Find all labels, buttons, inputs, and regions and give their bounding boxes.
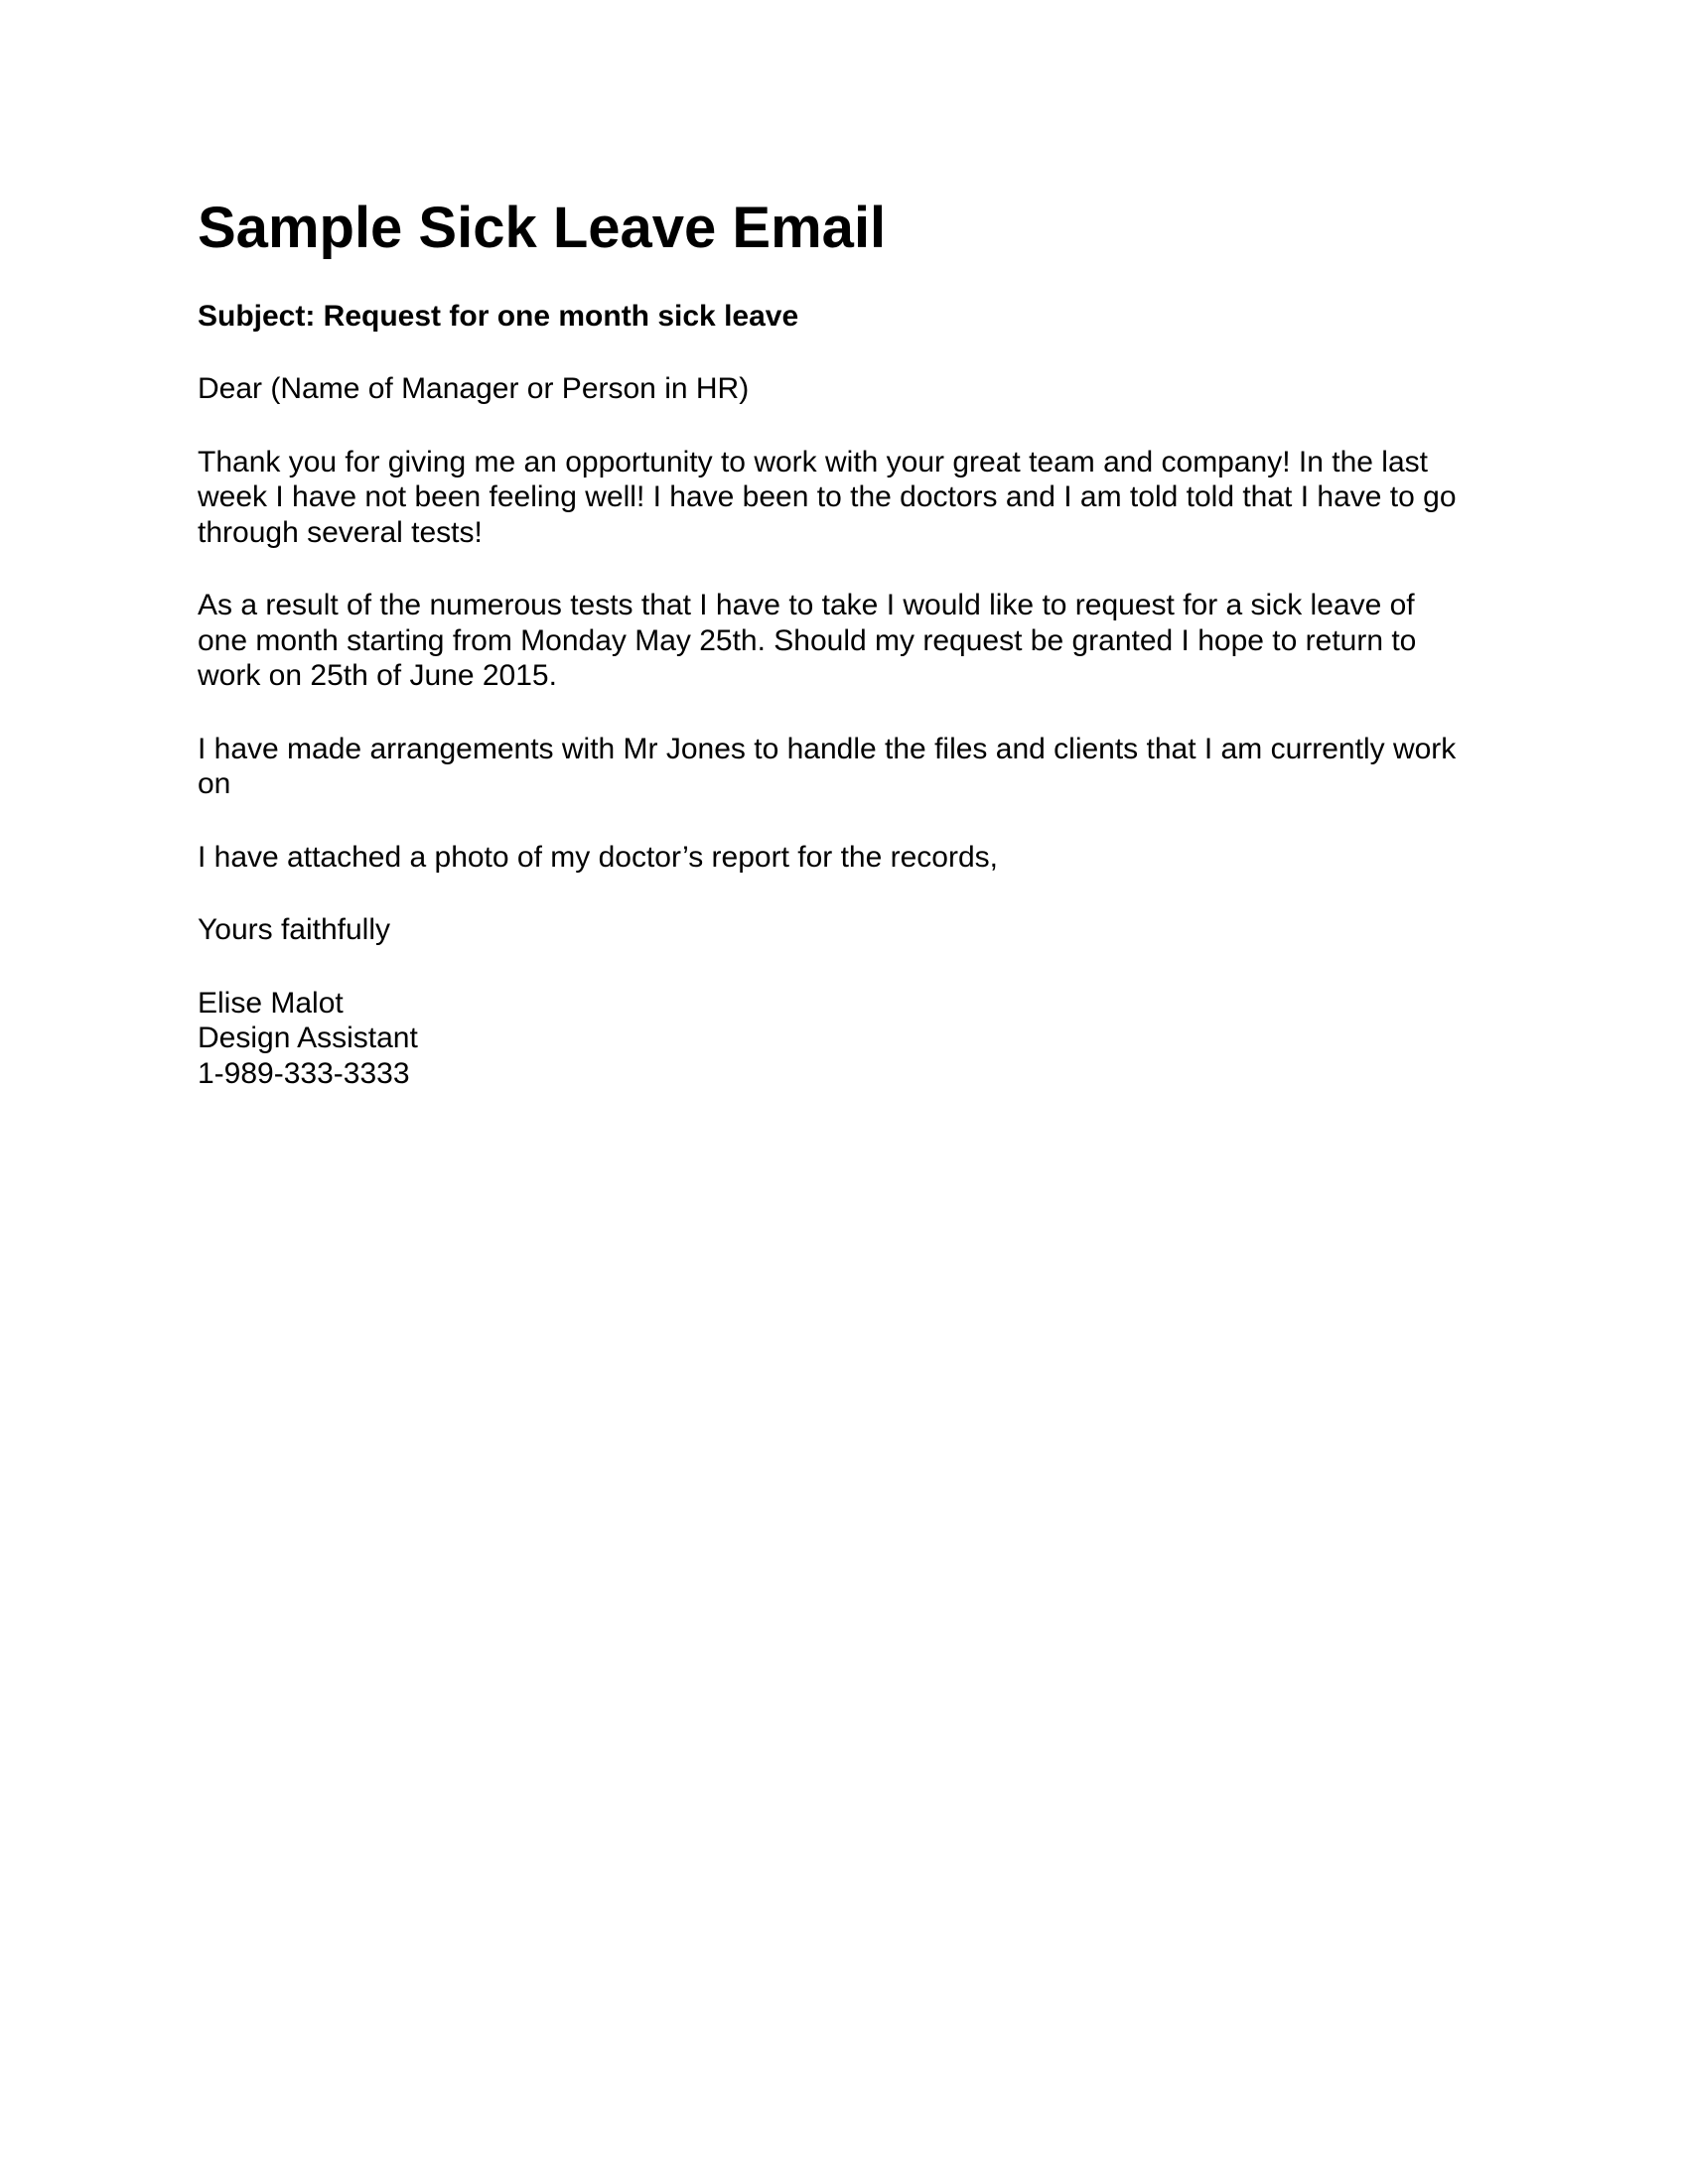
signature-name: Elise Malot [198, 986, 344, 1020]
closing-line: Yours faithfully [198, 913, 391, 946]
body-paragraph-2 [198, 588, 1498, 694]
signature-block [198, 986, 1498, 1092]
signature-role: Design Assistant [198, 1022, 418, 1054]
paragraph-line: through several tests! [198, 515, 483, 549]
paragraph-line: work on 25th of June 2015. [198, 659, 557, 692]
paragraph-line: on [198, 767, 231, 800]
paragraph-line: As a result of the numerous tests that I have to take I would like to request for a sick leave of [198, 589, 1415, 621]
body-paragraph-1 [198, 445, 1498, 551]
paragraph-line: Thank you for giving me an opportunity to work with your great team and company! In the last [198, 445, 1428, 478]
email-closing [198, 912, 1498, 948]
document-title: Sample Sick Leave Email [198, 196, 887, 260]
email-salutation [198, 371, 1498, 407]
body-paragraph-4 [198, 840, 1498, 876]
paragraph-line: week I have not been feeling well! I have been to the doctors and I am told told that I have to go [198, 480, 1457, 513]
paragraph-line: I have attached a photo of my doctor’s report for the records, [198, 840, 999, 874]
signature-phone: 1-989-333-3333 [198, 1056, 410, 1090]
email-subject: Subject: Request for one month sick leave [198, 300, 799, 333]
document-page [198, 194, 1498, 1091]
body-paragraph-3 [198, 732, 1498, 802]
paragraph-line: one month starting from Monday May 25th. Should my request be granted I hope to return to [198, 623, 1417, 657]
salutation-line: Dear (Name of Manager or Person in HR) [198, 372, 750, 405]
paragraph-line: I have made arrangements with Mr Jones to handle the files and clients that I am currently work [198, 732, 1457, 765]
